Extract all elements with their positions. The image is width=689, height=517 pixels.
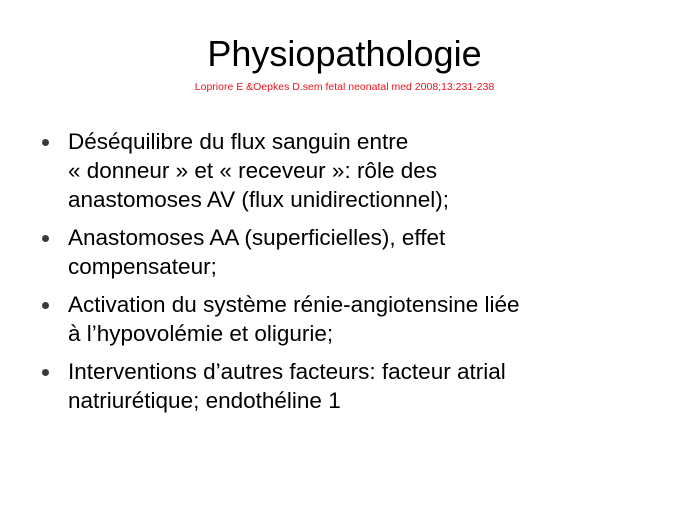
bullet-line: anastomoses AV (flux unidirectionnel); [68, 187, 450, 212]
bullet-line: à l’hypovolémie et oligurie; [68, 321, 334, 346]
bullet-item [40, 290, 670, 348]
bullet-line: Anastomoses AA (superficielles), effet [68, 225, 446, 250]
bullet-list [40, 127, 670, 424]
bullet-dot-icon [42, 139, 49, 146]
bullet-line: Activation du système rénie-angiotensine liée [68, 292, 520, 317]
reference-citation: Lopriore E &Oepkes D.sem fetal neonatal med 2008;13:231-238 [194, 81, 495, 93]
bullet-line: « donneur » et « receveur »: rôle des [68, 158, 437, 183]
bullet-item [40, 357, 670, 415]
bullet-line: compensateur; [68, 254, 217, 279]
bullet-dot-icon [42, 369, 49, 376]
bullet-dot-icon [42, 235, 49, 242]
bullet-line: natriurétique; endothéline 1 [68, 388, 341, 413]
bullet-line: Interventions d’autres facteurs: facteur atrial [68, 359, 506, 384]
slide-title: Physiopathologie [207, 33, 482, 74]
bullet-item [40, 223, 670, 281]
bullet-line: Déséquilibre du flux sanguin entre [68, 129, 409, 154]
bullet-dot-icon [42, 302, 49, 309]
bullet-item [40, 127, 670, 214]
